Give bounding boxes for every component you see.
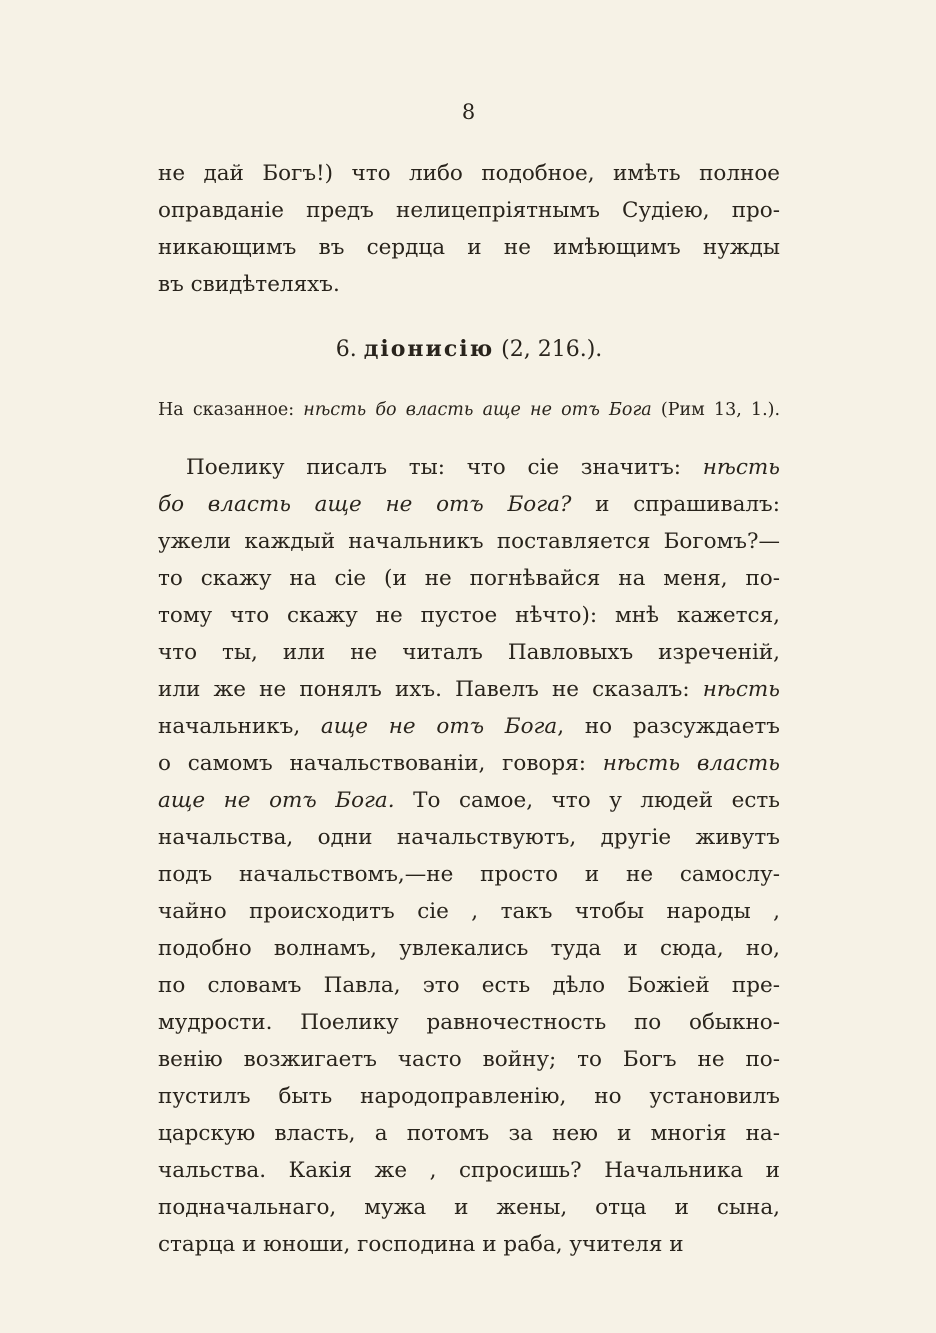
text-run: На сказанное: — [158, 400, 304, 420]
text-line — [158, 782, 780, 819]
section-heading — [158, 336, 780, 362]
text-line — [158, 893, 780, 930]
text-run: чайно происходитъ сіе , такъ чтобы народы , — [158, 899, 780, 924]
text-run: То самое, что у людей есть — [394, 788, 780, 813]
text-run: подобно волнамъ, увлекались туда и сюда, но, — [158, 936, 780, 961]
text-run: что ты, или не читалъ Павловыхъ изреченій, — [158, 640, 780, 665]
text-line — [158, 634, 780, 671]
italic-run: нѣсть — [702, 677, 780, 702]
section-reference: (2, 216.). — [501, 337, 603, 362]
text-line — [158, 266, 780, 303]
text-run: венію возжигаетъ часто войну; то Богъ не по- — [158, 1047, 780, 1072]
text-run: въ свидѣтеляхъ. — [158, 272, 340, 297]
text-run: то скажу на сіе (и не погнѣвайся на меня, по- — [158, 566, 780, 591]
text-run: Поелику писалъ ты: что сіе значитъ: — [186, 455, 703, 480]
text-line — [158, 597, 780, 634]
text-line — [158, 856, 780, 893]
text-run: подначальнаго, мужа и жены, отца и сына, — [158, 1195, 780, 1220]
italic-run: нѣсть бо власть аще не отъ Бога — [303, 400, 652, 420]
text-line — [158, 671, 780, 708]
text-line — [158, 1226, 780, 1263]
text-run: чальства. Какія же , спросишь? Начальника и — [158, 1158, 780, 1183]
text-line — [158, 1004, 780, 1041]
text-line — [158, 1115, 780, 1152]
text-run: или же не понялъ ихъ. Павелъ не сказалъ: — [158, 677, 703, 702]
text-run: старца и юноши, господина и раба, учителя и — [158, 1232, 684, 1257]
section-number: 6. — [335, 337, 357, 362]
intro-paragraph — [158, 155, 780, 303]
text-run: пустилъ быть народоправленію, но установилъ — [158, 1084, 780, 1109]
body-paragraph — [158, 449, 780, 1263]
text-line — [158, 1189, 780, 1226]
epigraph — [158, 398, 780, 422]
text-line — [158, 1078, 780, 1115]
text-line — [158, 930, 780, 967]
italic-run: нѣсть власть — [602, 751, 780, 776]
text-line — [158, 745, 780, 782]
text-run: начальникъ, — [158, 714, 321, 739]
text-run: подъ начальствомъ,—не просто и не самослу- — [158, 862, 780, 887]
section-title: діонисію — [363, 336, 495, 362]
text-line — [158, 192, 780, 229]
italic-run: нѣсть — [702, 455, 780, 480]
text-run: оправданіе предъ нелицепріятнымъ Судіею, про- — [158, 198, 780, 223]
text-line — [158, 1152, 780, 1189]
text-line — [158, 1041, 780, 1078]
text-run: (Рим 13, 1.). — [651, 400, 780, 420]
page-number: 8 — [461, 100, 477, 124]
text-run: не дай Богъ!) что либо подобное, имѣть полное — [158, 161, 780, 186]
text-run: ужели каждый начальникъ поставляется Богомъ?— — [158, 529, 780, 554]
italic-run: аще не отъ Бога. — [158, 788, 395, 813]
text-line — [158, 708, 780, 745]
text-run: по словамъ Павла, это есть дѣло Божіей пре- — [158, 973, 780, 998]
text-run: начальства, одни начальствуютъ, другіе живутъ — [158, 825, 780, 850]
italic-run: бо власть аще не отъ Бога? — [158, 492, 572, 517]
italic-run: аще не отъ Бога — [320, 714, 558, 739]
text-line — [158, 967, 780, 1004]
text-run: о самомъ начальствованіи, говоря: — [158, 751, 603, 776]
text-line — [158, 560, 780, 597]
text-run: , но разсуждаетъ — [557, 714, 780, 739]
text-run: царскую власть, а потомъ за нею и многія на- — [158, 1121, 780, 1146]
text-run: тому что скажу не пустое нѣчто): мнѣ кажется, — [158, 603, 780, 628]
text-line — [158, 819, 780, 856]
text-line — [158, 155, 780, 192]
text-line — [158, 486, 780, 523]
text-line — [158, 449, 780, 486]
text-run: мудрости. Поелику равночестность по обыкно- — [158, 1010, 780, 1035]
text-run: никающимъ въ сердца и не имѣющимъ нужды — [158, 235, 780, 260]
text-line — [158, 523, 780, 560]
text-line — [158, 229, 780, 266]
text-run: и спрашивалъ: — [571, 492, 780, 517]
